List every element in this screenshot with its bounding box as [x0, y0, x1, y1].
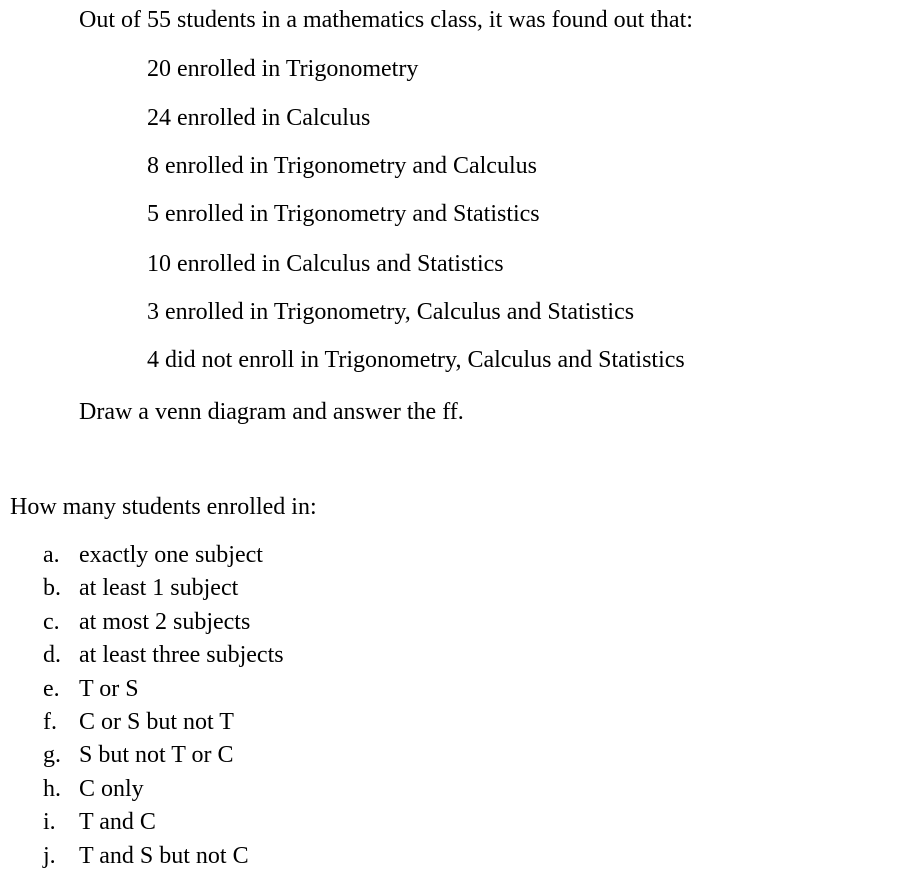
fact-calc-stats: 10 enrolled in Calculus and Statistics — [147, 251, 504, 277]
item-letter: e. — [43, 675, 60, 702]
item-text: S but not T or C — [79, 742, 234, 769]
item-letter: a. — [43, 542, 60, 568]
item-text: C or S but not T — [79, 708, 234, 735]
item-text: T and C — [79, 809, 156, 836]
fact-none: 4 did not enroll in Trigonometry, Calculus and Statistics — [147, 347, 685, 373]
question-heading: How many students enrolled in: — [10, 494, 317, 520]
instruction: Draw a venn diagram and answer the ff. — [79, 399, 464, 425]
fact-trig-stats: 5 enrolled in Trigonometry and Statistics — [147, 201, 540, 227]
item-letter: j. — [43, 842, 56, 869]
item-letter: b. — [43, 575, 61, 602]
item-text: at least 1 subject — [79, 575, 239, 602]
fact-trig-calc: 8 enrolled in Trigonometry and Calculus — [147, 153, 537, 179]
item-text: C only — [79, 775, 144, 802]
item-letter: f. — [43, 708, 57, 735]
problem-intro: Out of 55 students in a mathematics class, it was found out that: — [79, 7, 693, 33]
item-letter: c. — [43, 608, 60, 635]
fact-all-three: 3 enrolled in Trigonometry, Calculus and Statistics — [147, 299, 635, 325]
item-text: exactly one subject — [79, 542, 263, 568]
item-text: at most 2 subjects — [79, 608, 251, 635]
fact-calculus: 24 enrolled in Calculus — [147, 105, 371, 131]
item-text: T or S — [79, 675, 139, 702]
item-letter: g. — [43, 742, 61, 769]
item-text: T and S but not C — [79, 842, 249, 869]
item-letter: i. — [43, 809, 56, 836]
item-letter: h. — [43, 775, 61, 802]
item-text: at least three subjects — [79, 642, 284, 669]
fact-trigonometry: 20 enrolled in Trigonometry — [147, 56, 419, 82]
item-letter: d. — [43, 642, 61, 669]
